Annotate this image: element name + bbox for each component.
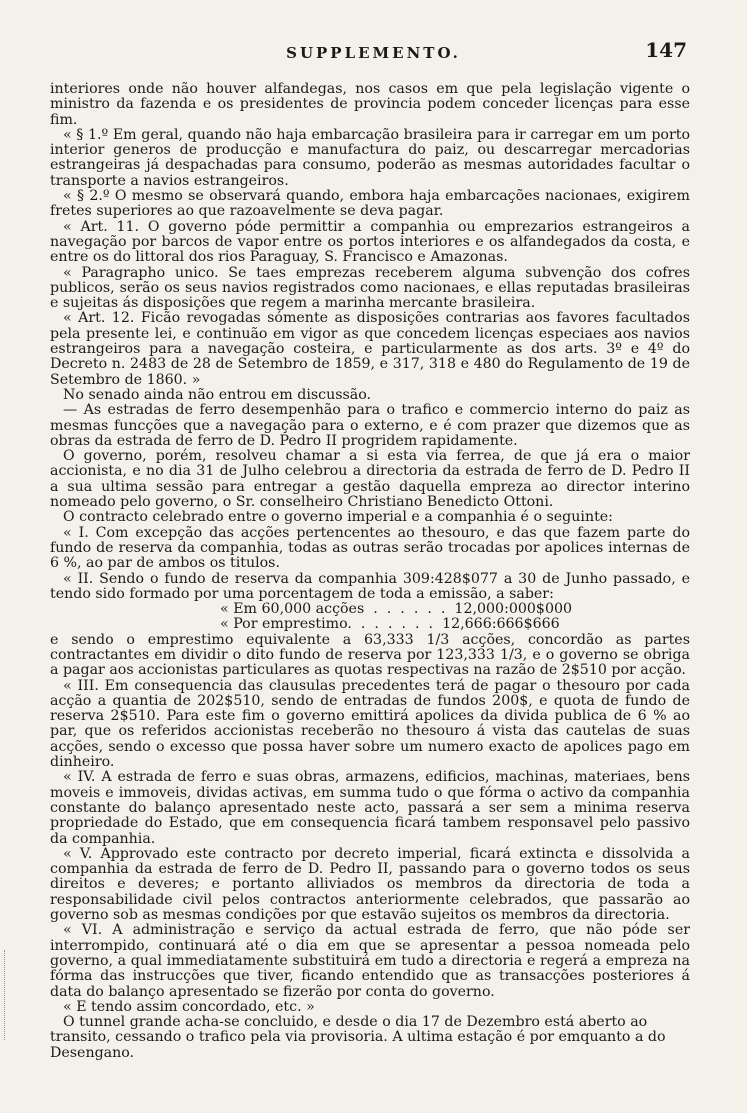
page-number: 147 (645, 38, 687, 62)
paragraph: « E tendo assim concordado, etc. » (63, 998, 315, 1015)
paragraph: — As estradas de ferro desempenhão para o trafico e commercio interno do paiz as mesmas funcções que a navegação para o externo, e é com prazer que dizemos que as obras da estrada de ferro de D. Pedro II progridem rapidamente. (50, 402, 690, 449)
page-edge-mark (4, 950, 7, 1040)
paragraph: interiores onde não houver alfandegas, nos casos em que pela legislação vigente o ministro da fazenda e os presidentes de provincia podem conceder licenças para esse fim. (50, 81, 690, 128)
page-header (60, 38, 687, 68)
running-title: SUPPLEMENTO. (286, 44, 461, 62)
paragraph: « Art. 11. O governo póde permittir a companhia ou emprezarios estrangeiros a navegação por barcos de vapor entre os portos interiores e os alfandegados da costa, e entre os do littoral dos rios Paraguay, S. Francisco e Amazonas. (50, 218, 690, 266)
paragraph: « III. Em consequencia das clausulas precedentes terá de pagar o thesouro por cada acção a quantia de 202$510, sendo de entradas de fundos 200$, e quota de fundo de reserva 2$510. Para este fim o governo emittirá apolices da divida publica de 6 % ao par, que os referidos accionistas receberão no thesouro á vista das cautelas de suas acções, sendo o excesso que possa haver sobre um numero exacto de apolices pago em dinheiro. (50, 677, 690, 771)
paragraph: O tunnel grande acha-se concluido, e desde o dia 17 de Dezembro está aberto ao transito, cessando o trafico pela via provisoria. A ultima estação é por emquanto a do Desengano. (50, 1014, 666, 1061)
paragraph: O governo, porém, resolveu chamar a si esta via ferrea, de que já era o maior accionista, e no dia 31 de Julho celebrou a directoria da estrada de ferro de D. Pedro II a sua ultima sessão para entregar a gestão daquella empreza ao director interino nomeado pelo governo, o Sr. conselheiro Christiano Benedicto Ottoni. (50, 448, 690, 511)
list-item: « Em 60,000 acções . . . . . . 12,000:000$000 (220, 601, 573, 618)
paragraph: « II. Sendo o fundo de reserva da companhia 309:428$077 a 30 de Junho passado, e tendo sido formado por uma porcentagem de toda a emissão, a saber: (50, 570, 690, 602)
paragraph: « Paragrapho unico. Se taes emprezas receberem alguma subvenção dos cofres publicos, serão os seus navios registrados como nacionaes, e ellas reputadas brasileiras e sujeitas ás disposições que regem a marinha mercante brasileira. (50, 264, 690, 312)
paragraph: « VI. A administração e serviço da actual estrada de ferro, que não póde ser interrompido, continuará até o dia em que se apresentar a pessoa nomeada pelo governo, a qual immediatamente substituirá em tudo a directoria e regerá a empreza na fórma das instrucções que tiver, ficando entendido que as transacções posteriores á data do balanço apresentado se fizerão por conta do governo. (50, 922, 690, 1000)
paragraph: « § 1.º Em geral, quando não haja embarcação brasileira para ir carregar em um porto interior generos de producção e manufactura do paiz, ou descarregar mercadorias estrangeiras já despachadas para consumo, poderão as mesmas autoridades facultar o transporte a navios estrangeiros. (50, 126, 690, 189)
paragraph: « § 2.º O mesmo se observará quando, embora haja embarcações nacionaes, exigirem fretes superiores ao que razoavelmente se deva pagar. (50, 188, 690, 220)
list-item: « Por emprestimo. . . . . . . 12,666:666$666 (220, 616, 560, 633)
paragraph: O contracto celebrado entre o governo imperial e a companhia é o seguinte: (63, 509, 613, 526)
paragraph: « V. Approvado este contracto por decreto imperial, ficará extincta e dissolvida a companhia da estrada de ferro de D. Pedro II, passando para o governo todos os seus direitos e deveres; e portanto alliviados os membros da directoria de toda a responsabilidade civil pelos contractos anteriormente celebrados, que passarão ao governo sob as mesmas condições por que estavão sujeitos os membros da directoria. (50, 845, 690, 924)
body-text (50, 82, 690, 1061)
paragraph: e sendo o emprestimo equivalente a 63,333 1/3 acções, concordão as partes contractantes em dividir o dito fundo de reserva por 123,333 1/3, e o governo se obriga a pagar aos accionistas particulares as quotas respectivas na razão de 2$510 por acção. (50, 631, 690, 679)
paragraph: « IV. A estrada de ferro e suas obras, armazens, edificios, machinas, materiaes, bens moveis e immoveis, dividas activas, em summa tudo o que fórma o activo da companhia constante do balanço apresentado neste acto, passará a ser sem a minima reserva propriedade do Estado, que em consequencia ficará tambem responsavel pelo passivo da companhia. (50, 769, 690, 847)
paragraph: No senado ainda não entrou em discussão. (63, 386, 372, 403)
paragraph: « Art. 12. Ficão revogadas sómente as disposições contrarias aos favores facultados pela presente lei, e continuão em vigor as que concedem licenças especiaes aos navios estrangeiros para a navegação costeira, e particularmente as dos arts. 3º e 4º do Decreto n. 2483 de 28 de Setembro de 1859, e 317, 318 e 480 do Regulamento de 19 de Setembro de 1860. » (50, 310, 690, 388)
paragraph: « I. Com excepção das acções pertencentes ao thesouro, e das que fazem parte do fundo de reserva da companhia, todas as outras serão trocadas por apolices internas de 6 %, ao par de ambos os titulos. (50, 524, 690, 572)
